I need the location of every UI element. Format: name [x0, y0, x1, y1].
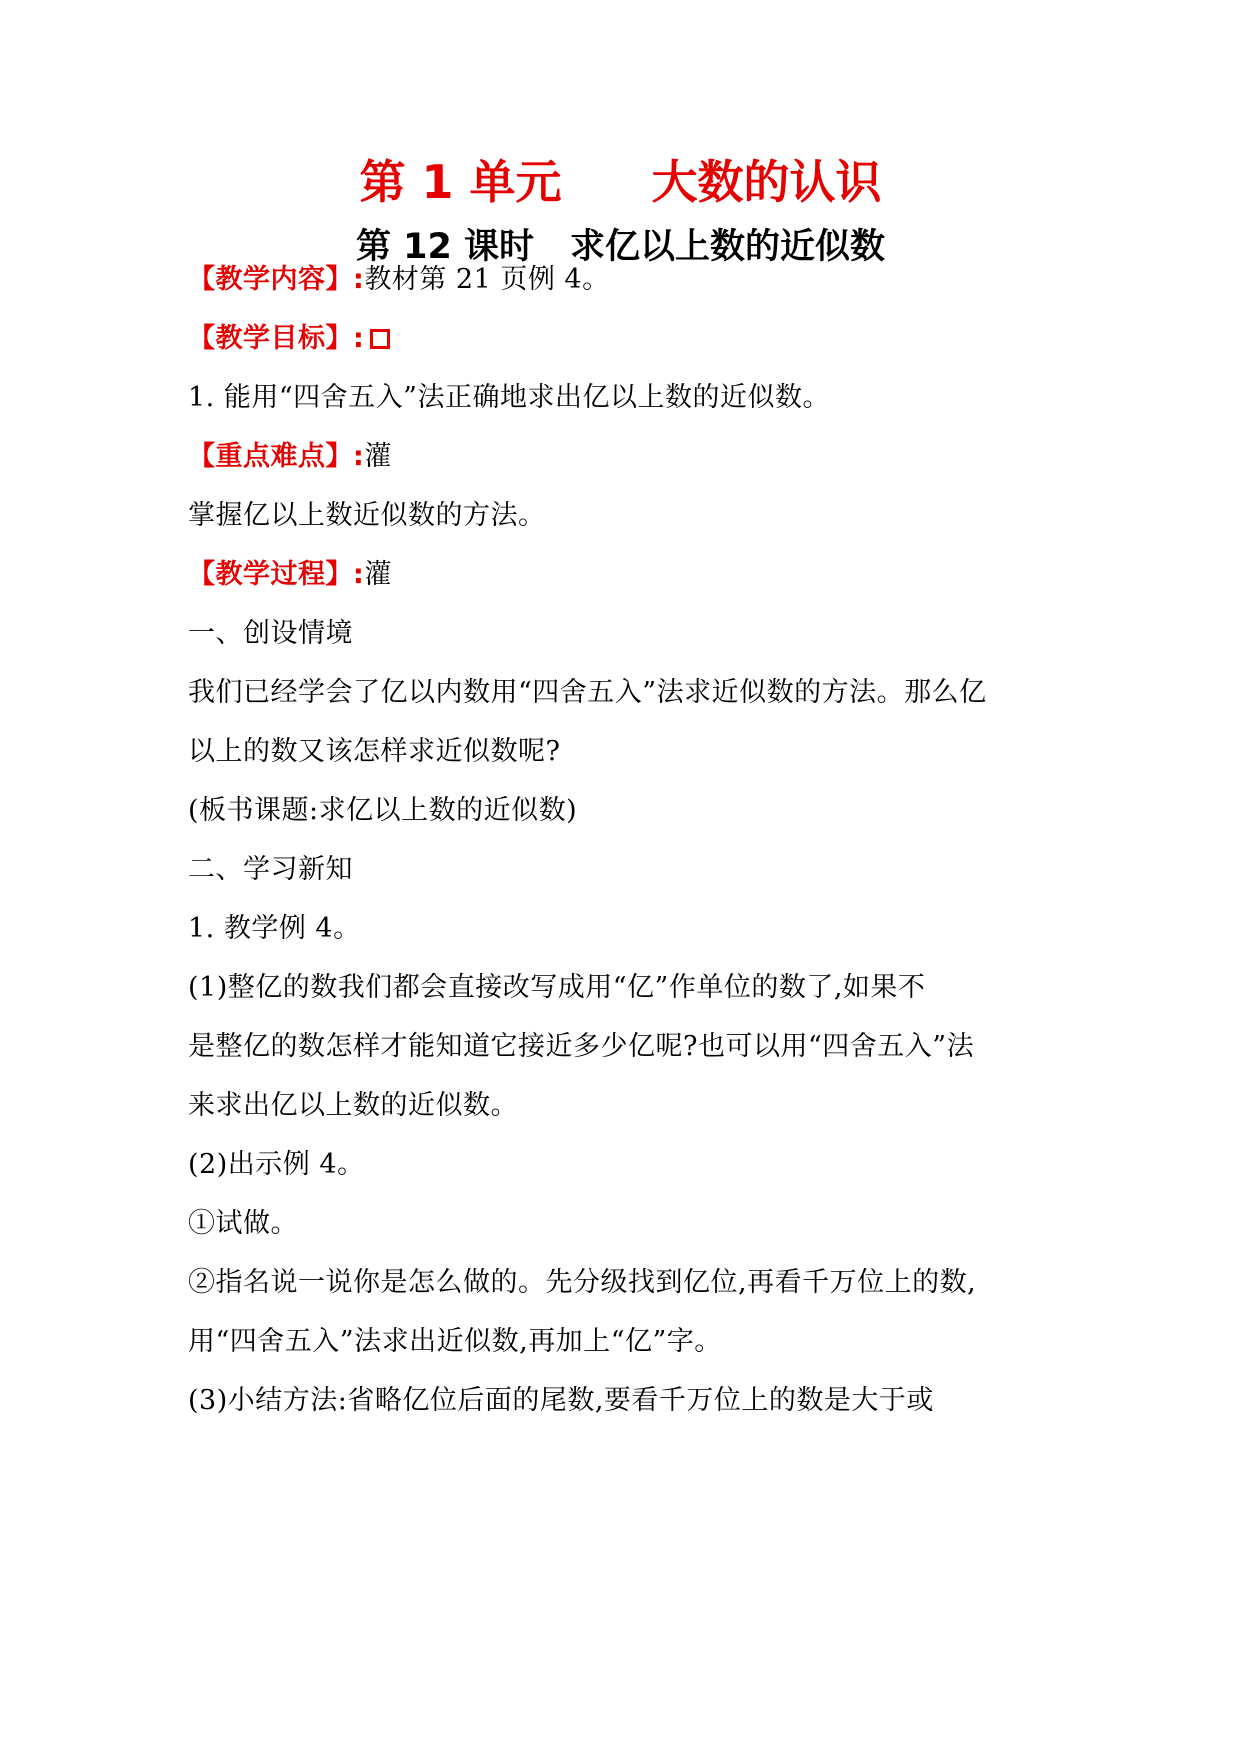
teaching-process-label: 【教学过程】:	[188, 559, 365, 590]
teaching-content-label: 【教学内容】:	[188, 264, 365, 295]
lesson-number: 第 12 课时	[355, 227, 535, 267]
paragraph: (板书课题:求亿以上数的近似数)	[188, 795, 578, 826]
goal-item-1: 1. 能用“四舍五入”法正确地求出亿以上数的近似数。	[188, 382, 830, 413]
key-points-label: 【重点难点】:	[188, 441, 365, 472]
paragraph: (2)出示例 4。	[188, 1149, 365, 1180]
unit-topic: 大数的认识	[651, 155, 882, 209]
paragraph: (1)整亿的数我们都会直接改写成用“亿”作单位的数了,如果不	[188, 972, 926, 1003]
unit-number: 第 1 单元	[359, 155, 562, 209]
teaching-content-text: 教材第 21 页例 4。	[364, 264, 610, 295]
lesson-topic: 求亿以上数的近似数	[570, 227, 886, 267]
paragraph: 来求出亿以上数的近似数。	[188, 1090, 518, 1121]
key-points	[188, 437, 1058, 477]
teaching-process-text: 灌	[364, 559, 392, 590]
paragraph: ②指名说一说你是怎么做的。先分级找到亿位,再看千万位上的数,	[188, 1267, 977, 1298]
paragraph: 我们已经学会了亿以内数用“四舍五入”法求近似数的方法。那么亿	[188, 677, 987, 708]
paragraph: 以上的数又该怎样求近似数呢?	[188, 736, 561, 767]
paragraph: 二、学习新知	[188, 854, 353, 885]
paragraph: ①试做。	[188, 1208, 298, 1239]
teaching-content	[188, 260, 1058, 300]
key-points-text: 灌	[364, 441, 392, 472]
paragraph: 1. 教学例 4。	[188, 913, 361, 944]
paragraph: 一、创设情境	[188, 618, 353, 649]
paragraph: 是整亿的数怎样才能知道它接近多少亿呢?也可以用“四舍五入”法	[188, 1031, 975, 1062]
paragraph: 用“四舍五入”法求出近似数,再加上“亿”字。	[188, 1326, 722, 1357]
teaching-goals	[188, 319, 1058, 359]
teaching-process	[188, 555, 1058, 595]
paragraph: (3)小结方法:省略亿位后面的尾数,要看千万位上的数是大于或	[188, 1385, 934, 1416]
empty-box-icon	[370, 329, 390, 349]
key-points-content: 掌握亿以上数近似数的方法。	[188, 500, 546, 531]
unit-title	[0, 152, 1241, 212]
teaching-goals-label: 【教学目标】:	[188, 323, 365, 354]
